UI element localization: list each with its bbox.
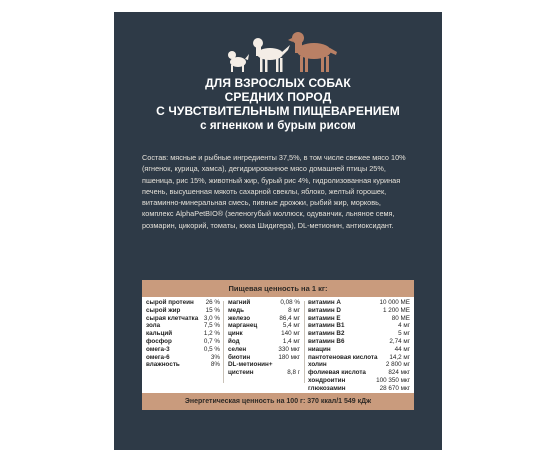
nutrient-value: 5,4 мг bbox=[282, 322, 300, 330]
nutrient-row bbox=[146, 315, 220, 323]
product-panel bbox=[114, 12, 442, 450]
nutrient-value: 180 мкг bbox=[278, 353, 300, 361]
nutrient-label: витамин В1 bbox=[308, 322, 345, 330]
nutrient-row bbox=[308, 330, 410, 338]
nutrient-label: фосфор bbox=[146, 337, 172, 345]
nutrient-value: 824 мкг bbox=[388, 369, 410, 377]
energy-value: Энергетическая ценность на 100 г: 370 ккал/1 549 кДж bbox=[142, 393, 414, 410]
nutrient-row bbox=[308, 338, 410, 346]
nutrition-table bbox=[142, 280, 414, 410]
nutrient-label: витамин В6 bbox=[308, 337, 345, 345]
nutrient-label: железо bbox=[228, 314, 251, 322]
nutrient-row bbox=[308, 307, 410, 315]
nutrient-value: 1,2 % bbox=[203, 330, 220, 338]
composition-text: Состав: мясные и рыбные ингредиенты 37,5%, в том числе свежее мясо 10% (ягненок, курица, хамса), дегидрированное мясо домашней птицы 25%, пшеница, рис 15%, животный жир, бурый рис 4%, гидролизованная куриная печень, высушенная мякоть сахарной свеклы, яблоко, желтый горошек, витаминно-минеральная смесь, пивные дрожжи, рыбий жир, морковь, комплекс AlphaPetBIO® (зеленогубый моллюск, одуванчик, льняное семя, розмарин, цикорий, томаты, юкка Шидигера), DL-метионин, антиоксидант. bbox=[142, 153, 406, 230]
nutrient-label: селен bbox=[228, 345, 247, 353]
nutrient-row bbox=[146, 346, 220, 354]
nutrient-label: ниацин bbox=[308, 345, 331, 353]
nutrient-value: 2 800 мг bbox=[385, 361, 410, 369]
nutrient-value: 2,74 мг bbox=[389, 337, 410, 345]
nutrient-row bbox=[228, 330, 300, 338]
nutrient-value: 0,7 % bbox=[203, 337, 220, 345]
nutrition-column-vitamins bbox=[308, 299, 410, 393]
nutrient-value: 44 мг bbox=[394, 345, 410, 353]
nutrient-row bbox=[228, 322, 300, 330]
nutrient-value: 1 200 МЕ bbox=[383, 306, 410, 314]
nutrient-row bbox=[146, 338, 220, 346]
nutrient-row bbox=[228, 315, 300, 323]
nutrient-label: витамин D bbox=[308, 306, 341, 314]
nutrient-value: 28 670 мкг bbox=[379, 384, 410, 392]
nutrient-label: DL-метионин+ bbox=[228, 361, 273, 369]
nutrient-row bbox=[308, 361, 410, 369]
nutrient-value: 8 мг bbox=[288, 306, 300, 314]
nutrient-row bbox=[308, 322, 410, 330]
nutrient-row bbox=[308, 377, 410, 385]
nutrient-row bbox=[228, 361, 300, 369]
nutrient-label: хондроитин bbox=[308, 376, 346, 384]
nutrient-label: глюкозамин bbox=[308, 384, 346, 392]
nutrient-row bbox=[146, 354, 220, 362]
nutrient-label: пантотеновая кислота bbox=[308, 353, 378, 361]
nutrient-label: зола bbox=[146, 322, 161, 330]
nutrient-row bbox=[308, 354, 410, 362]
nutrient-value: 100 350 мкг bbox=[376, 376, 410, 384]
nutrient-label: фолиевая кислота bbox=[308, 369, 366, 377]
nutrient-label: витамин В2 bbox=[308, 330, 345, 338]
nutrient-value: 80 МЕ bbox=[391, 314, 410, 322]
small-dog-icon bbox=[228, 51, 249, 72]
nutrient-value: 330 мкг bbox=[278, 345, 300, 353]
nutrient-row bbox=[228, 307, 300, 315]
nutrient-value: 14,2 мг bbox=[389, 353, 410, 361]
nutrition-header: Пищевая ценность на 1 кг: bbox=[142, 280, 414, 297]
nutrient-row bbox=[146, 361, 220, 369]
nutrient-row bbox=[228, 299, 300, 307]
nutrient-row bbox=[308, 315, 410, 323]
nutrient-row bbox=[308, 346, 410, 354]
nutrient-label: витамин А bbox=[308, 299, 341, 306]
nutrient-value: 15 % bbox=[205, 306, 220, 314]
large-dog-icon bbox=[288, 32, 337, 72]
nutrient-value: 8,8 г bbox=[287, 369, 300, 377]
nutrient-label: кальций bbox=[146, 330, 173, 338]
title-line-2: СРЕДНИХ ПОРОД bbox=[224, 90, 332, 104]
nutrient-row bbox=[228, 346, 300, 354]
nutrient-label: витамин Е bbox=[308, 314, 341, 322]
nutrient-value: 0,5 % bbox=[203, 345, 220, 353]
nutrient-value: 26 % bbox=[205, 299, 220, 306]
nutrient-value: 5 мг bbox=[398, 330, 410, 338]
nutrient-label: цинк bbox=[228, 330, 243, 338]
nutrient-value: 10 000 МЕ bbox=[379, 299, 410, 306]
nutrient-label: сырой протеин bbox=[146, 299, 194, 306]
nutrient-row bbox=[308, 385, 410, 393]
nutrient-row bbox=[228, 354, 300, 362]
nutrient-value: 86,4 мг bbox=[279, 314, 300, 322]
nutrient-value: 8% bbox=[210, 361, 220, 369]
nutrient-label: медь bbox=[228, 306, 245, 314]
nutrition-column-minerals bbox=[228, 299, 300, 377]
nutrient-row bbox=[146, 299, 220, 307]
nutrient-label: марганец bbox=[228, 322, 258, 330]
nutrition-column-macros bbox=[146, 299, 220, 369]
nutrient-value: 3,0 % bbox=[203, 314, 220, 322]
nutrient-row bbox=[228, 369, 300, 377]
nutrient-label: холин bbox=[308, 361, 327, 369]
nutrient-label: цистеин bbox=[228, 369, 254, 377]
nutrient-label: омега-3 bbox=[146, 345, 170, 353]
nutrient-row bbox=[308, 299, 410, 307]
medium-dog-icon bbox=[253, 38, 290, 72]
nutrient-row bbox=[146, 307, 220, 315]
nutrient-label: омега-6 bbox=[146, 353, 170, 361]
nutrient-row bbox=[146, 330, 220, 338]
dog-sizes-illustration bbox=[218, 30, 338, 72]
nutrient-label: магний bbox=[228, 299, 251, 306]
title-line-1: ДЛЯ ВЗРОСЛЫХ СОБАК bbox=[205, 76, 351, 90]
nutrient-label: йод bbox=[228, 337, 240, 345]
nutrient-row bbox=[228, 338, 300, 346]
title-line-3: С ЧУВСТВИТЕЛЬНЫМ ПИЩЕВАРЕНИЕМ bbox=[156, 104, 400, 118]
nutrient-row bbox=[308, 369, 410, 377]
nutrient-label: биотин bbox=[228, 353, 251, 361]
nutrient-value: 7,5 % bbox=[203, 322, 220, 330]
nutrient-value: 140 мг bbox=[281, 330, 300, 338]
nutrient-value: 3% bbox=[210, 353, 220, 361]
title-subtitle: с ягненком и бурым рисом bbox=[200, 120, 356, 132]
nutrient-value: 0,08 % bbox=[280, 299, 300, 306]
nutrient-label: сырая клетчатка bbox=[146, 314, 199, 322]
nutrient-value: 1,4 мг bbox=[282, 337, 300, 345]
nutrient-value: 4 мг bbox=[398, 322, 410, 330]
nutrient-label: влажность bbox=[146, 361, 180, 369]
nutrient-label: сырой жир bbox=[146, 306, 181, 314]
